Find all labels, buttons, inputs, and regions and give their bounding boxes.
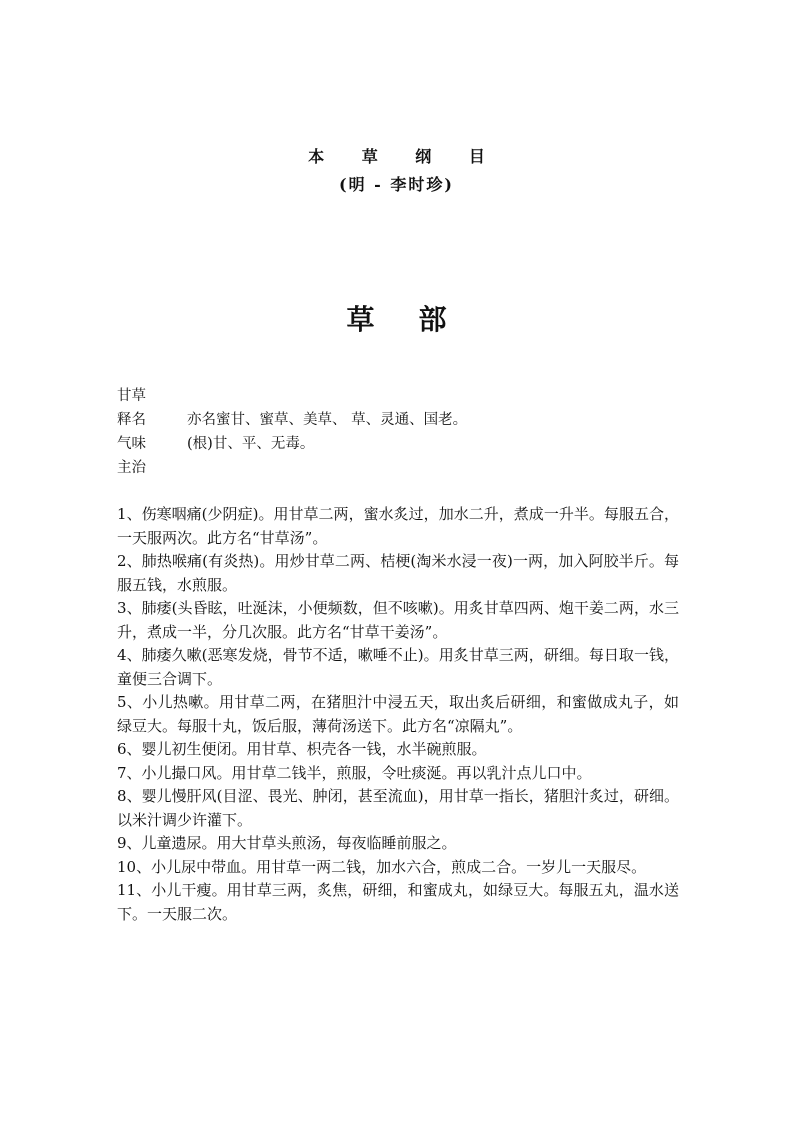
herb-aliases-row [117,408,697,432]
prescription-item: 2、肺热喉痛(有炎热)。用炒甘草二两、桔梗(淘米水浸一夜)一两，加入阿胶半斤。每服五钱，水煎服。 [117,552,679,594]
herb-info [117,384,697,480]
prescription-item: 11、小儿干瘦。用甘草三两，炙焦，研细，和蜜成丸，如绿豆大。每服五丸，温水送下。一天服二次。 [117,881,679,923]
herb-indications-row [117,456,697,480]
aliases-value: 亦名蜜甘、蜜草、美草、 草、灵通、国老。 [187,412,468,428]
herb-name: 甘草 [117,388,146,404]
prescription-item: 3、肺痿(头昏眩，吐涎沫，小便频数，但不咳嗽)。用炙甘草四两、炮干姜二两，水三升，煮成一半，分几次服。此方名“甘草干姜汤”。 [117,599,679,641]
prescription-item: 7、小儿撮口风。用甘草二钱半，煎服，令吐痰涎。再以乳汁点儿口中。 [117,763,592,782]
prescription-item: 9、儿童遗尿。用大甘草头煎汤，每夜临睡前服之。 [117,834,457,852]
aliases-label: 释名 [117,412,146,428]
prescription-item: 8、婴儿慢肝风(目涩、畏光、肿闭，甚至流血)，用甘草一指长，猪胆汁炙过，研细。以米汁调少许灌下。 [117,787,679,829]
taste-value: (根)甘、平、无毒。 [187,436,315,452]
book-title: 本 草 纲 目 [308,147,501,166]
herb-taste-row [117,432,697,456]
prescription-item: 1、伤寒咽痛(少阴症)。用甘草二两，蜜水炙过，加水二升，煮成一升半。每服五合，一天服两次。此方名“甘草汤”。 [117,505,679,547]
indications-label: 主治 [117,460,146,476]
prescription-item: 5、小儿热嗽。用甘草二两，在猪胆汁中浸五天，取出炙后研细，和蜜做成丸子，如绿豆大。每服十丸，饭后服，薄荷汤送下。此方名“凉隔丸”。 [117,693,679,735]
prescription-item: 10、小儿尿中带血。用甘草一两二钱，加水六合，煎成二合。一岁儿一天服尽。 [117,857,647,876]
taste-label: 气味 [117,436,146,452]
prescription-list [117,503,679,926]
book-author: (明 - 李时珍) [339,175,454,194]
herb-name-row [117,384,697,408]
section-title: 草部 [346,303,491,336]
prescription-item: 6、婴儿初生便闭。用甘草、枳壳各一钱，水半碗煎服。 [117,740,487,758]
prescription-item: 4、肺痿久嗽(恶寒发烧，骨节不适，嗽唾不止)。用炙甘草三两，研细。每日取一钱，童便三合调下。 [117,646,679,688]
